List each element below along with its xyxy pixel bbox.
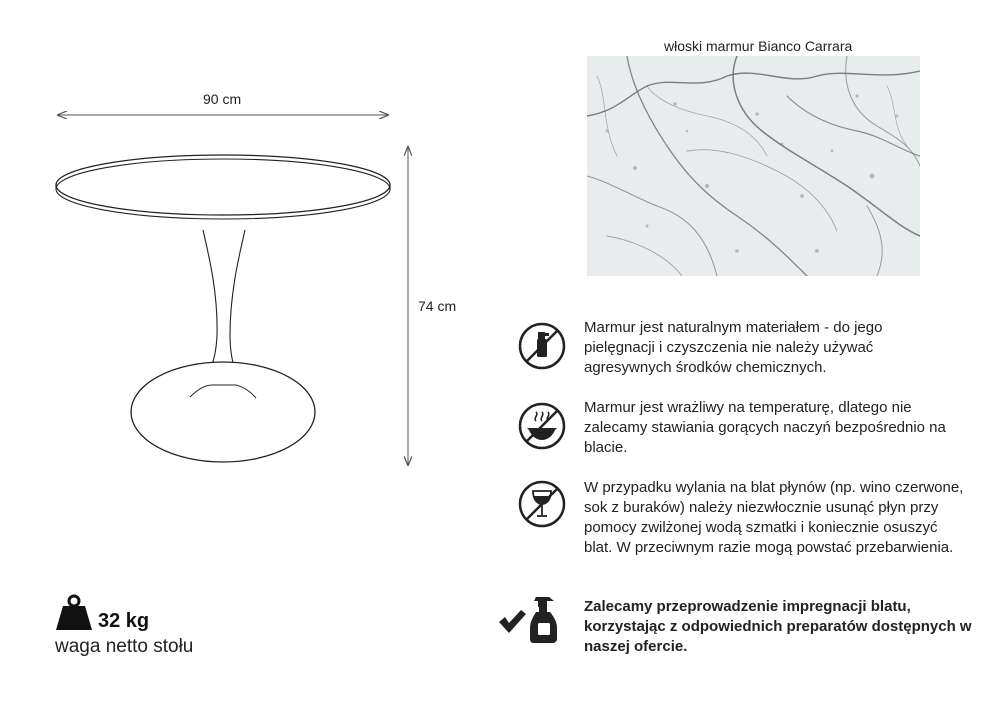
checkmark-icon	[497, 605, 527, 637]
height-label: 74 cm	[418, 298, 457, 314]
tabletop	[56, 155, 390, 215]
care-text-spills: W przypadku wylania na blat płynów (np. wino czerwone, sok z buraków) należy niezwłocznie usunąć płyn przy pomocy zwilżonej wodą szmatki i koniecznie osuszyć blat. W przeciwnym razie mogą powstać przebarwienia.	[584, 479, 964, 556]
weight-label: waga netto stołu	[55, 636, 194, 657]
marble-caption: włoski marmur Bianco Carrara	[664, 38, 853, 54]
no-hot-dishes-icon	[517, 401, 567, 451]
care-text-impregnation: Zalecamy przeprowadzenie impregnacji blatu, korzystając z odpowiednich preparatów dostępnych w naszej ofercie.	[584, 598, 972, 655]
no-wine-icon	[517, 479, 567, 529]
weight-icon	[54, 594, 94, 632]
table-base	[131, 362, 315, 462]
no-chemicals-icon	[517, 321, 567, 371]
care-text-temperature: Marmur jest wrażliwy na temperaturę, dlatego nie zalecamy stawiania gorących naczyń bezpośrednio na blacie.	[584, 399, 946, 456]
weight-value: 32 kg	[98, 610, 150, 632]
care-text-chemicals: Marmur jest naturalnym materiałem - do jego pielęgnacji i czyszczenia nie należy używać agresywnych środków chemicznych.	[584, 319, 883, 376]
impregnation-spray-icon	[527, 595, 561, 645]
marble-sample-image	[587, 56, 920, 276]
table-drawing	[40, 85, 460, 485]
width-label: 90 cm	[203, 91, 242, 107]
